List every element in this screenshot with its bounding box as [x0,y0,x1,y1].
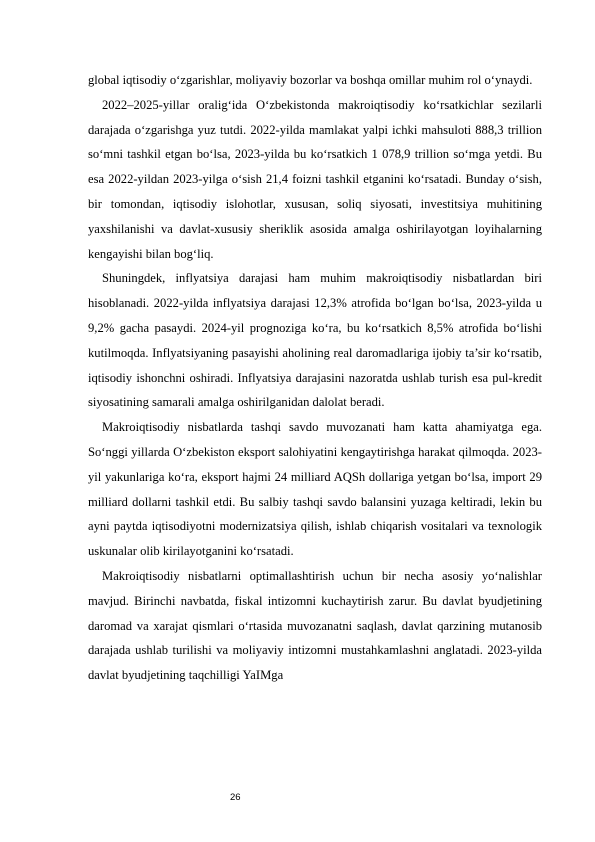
paragraph-continuation: global iqtisodiy o‘zgarishlar, moliyaviy bozorlar va boshqa omillar muhim rol o‘ynaydi. [88,73,533,87]
paragraph-gdp: 2022–2025-yillar oralig‘ida O‘zbekistonda makroiqtisodiy ko‘rsatkichlar sezilarli darajada o‘zgarishga yuz tutdi. 2022-yilda mamlakat yalpi ichki mahsuloti 888,3 trillion so‘mni tashkil etgan bo‘lsa, 2023-yilda bu ko‘rsatkich 1 078,9 trillion so‘mga yetdi. Bu esa 2022-yildan 2023-yilga o‘sish 21,4 foizni tashkil etganini ko‘rsatadi. Bunday o‘sish, bir tomondan, iqtisodiy islohotlar, xususan, soliq siyosati, investitsiya muhitining yaxshilanishi va davlat-xususiy sheriklik asosida amalga oshirilayotgan loyihalarning kengayishi bilan bog‘liq. [88,97,542,261]
paragraph-optimization: Makroiqtisodiy nisbatlarni optimallashtirish uchun bir necha asosiy yo‘nalishlar mavjud. Birinchi navbatda, fiskal intizomni kuchaytirish zarur. Bu davlat byudjetining daromad va xarajat qismlari o‘rtasida muvozanatni saqlash, davlat qarzining mutanosib darajada ushlab turilishi va moliyaviy intizomni mustahkamlashni anglatadi. 2023-yilda davlat byudjetining taqchilligi YaIMga [88,568,542,683]
paragraph-trade-balance: Makroiqtisodiy nisbatlarda tashqi savdo muvozanati ham katta ahamiyatga ega. So‘nggi yillarda O‘zbekiston eksport salohiyatini kengaytirishga harakat qilmoqda. 2023-yil yakunlariga ko‘ra, eksport hajmi 24 milliard AQSh dollariga yetgan bo‘lsa, import 29 milliard dollarni tashkil etdi. Bu salbiy tashqi savdo balansini yuzaga keltiradi, lekin bu ayni paytda iqtisodiyotni modernizatsiya qilish, ishlab chiqarish vositalari va texnologik uskunalar olib kirilayotganini ko‘rsatadi. [88,420,542,559]
body-text [88,68,542,688]
page-number: 26 [230,792,241,803]
paragraph-inflation: Shuningdek, inflyatsiya darajasi ham muhim makroiqtisodiy nisbatlardan biri hisoblanadi. 2022-yilda inflyatsiya darajasi 12,3% atrofida bo‘lgan bo‘lsa, 2023-yilda u 9,2% gacha pasaydi. 2024-yil prognoziga ko‘ra, bu ko‘rsatkich 8,5% atrofida bo‘lishi kutilmoqda. Inflyatsiyaning pasayishi aholining real daromadlariga ijobiy ta’sir ko‘rsatib, iqtisodiy ishonchni oshiradi. Inflyatsiya darajasini nazoratda ushlab turish esa pul-kredit siyosatining samarali amalga oshirilganidan dalolat beradi. [88,271,542,410]
